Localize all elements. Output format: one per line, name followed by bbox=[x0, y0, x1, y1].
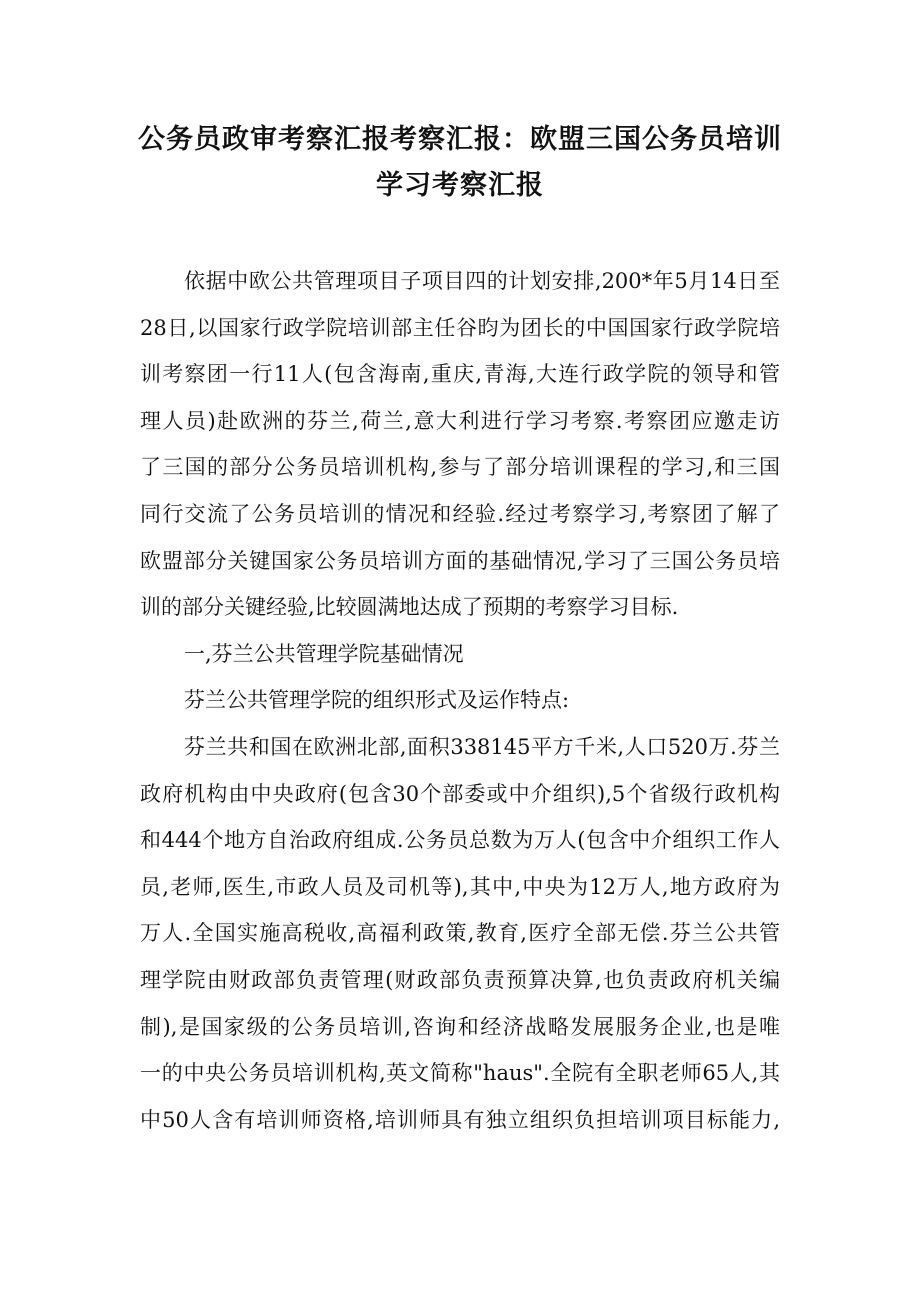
text-line: 同行交流了公务员培训的情况和经验.经过考察学习,考察团了解了 bbox=[140, 501, 780, 526]
document-title bbox=[130, 117, 790, 209]
text-line: 制),是国家级的公务员培训,咨询和经济战略发展服务企业,也是唯 bbox=[140, 1014, 780, 1039]
text-line: 一,芬兰公共管理学院基础情况 bbox=[184, 641, 464, 666]
text-line: 万人.全国实施高税收,高福利政策,教育,医疗全部无偿.芬兰公共管 bbox=[140, 921, 780, 946]
text-line: 欧盟部分关键国家公务员培训方面的基础情况,学习了三国公务员培 bbox=[140, 548, 780, 573]
text-line: 训的部分关键经验,比较圆满地达成了预期的考察学习目标. bbox=[140, 595, 679, 620]
title-line-2: 学习考察汇报 bbox=[376, 170, 544, 201]
text-line: 28日,以国家行政学院培训部主任谷昀为团长的中国国家行政学院培 bbox=[140, 315, 780, 340]
text-line: 了三国的部分公务员培训机构,参与了部分培训课程的学习,和三国 bbox=[140, 455, 780, 480]
text-line: 训考察团一行11人(包含海南,重庆,青海,大连行政学院的领导和管 bbox=[140, 362, 780, 387]
title-line-1: 公务员政审考察汇报考察汇报：欧盟三国公务员培训 bbox=[138, 124, 782, 155]
text-line: 芬兰公共管理学院的组织形式及运作特点: bbox=[184, 688, 570, 713]
text-line: 中50人含有培训师资格,培训师具有独立组织负担培训项目标能力, bbox=[140, 1107, 780, 1132]
text-line: 政府机构由中央政府(包含30个部委或中介组织),5个省级行政机构 bbox=[140, 781, 780, 806]
text-line: 理人员)赴欧洲的芬兰,荷兰,意大利进行学习考察.考察团应邀走访 bbox=[140, 408, 780, 433]
paragraph bbox=[140, 724, 780, 1143]
text-line: 一的中央公务员培训机构,英文简称"haus".全院有全职老师65人,其 bbox=[140, 1061, 780, 1086]
text-line: 芬兰共和国在欧洲北部,面积338145平方千米,人口520万.芬兰 bbox=[184, 734, 780, 759]
paragraph bbox=[140, 631, 780, 678]
text-line: 依据中欧公共管理项目子项目四的计划安排,200*年5月14日至 bbox=[184, 269, 780, 293]
text-line: 理学院由财政部负责管理(财政部负责预算决算,也负责政府机关编 bbox=[140, 967, 780, 992]
text-line: 和444个地方自治政府组成.公务员总数为万人(包含中介组织工作人 bbox=[140, 828, 780, 853]
paragraph bbox=[140, 258, 780, 631]
text-line: 员,老师,医生,市政人员及司机等),其中,中央为12万人,地方政府为 bbox=[140, 874, 780, 899]
paragraph bbox=[140, 677, 780, 724]
document-body bbox=[140, 258, 780, 1143]
